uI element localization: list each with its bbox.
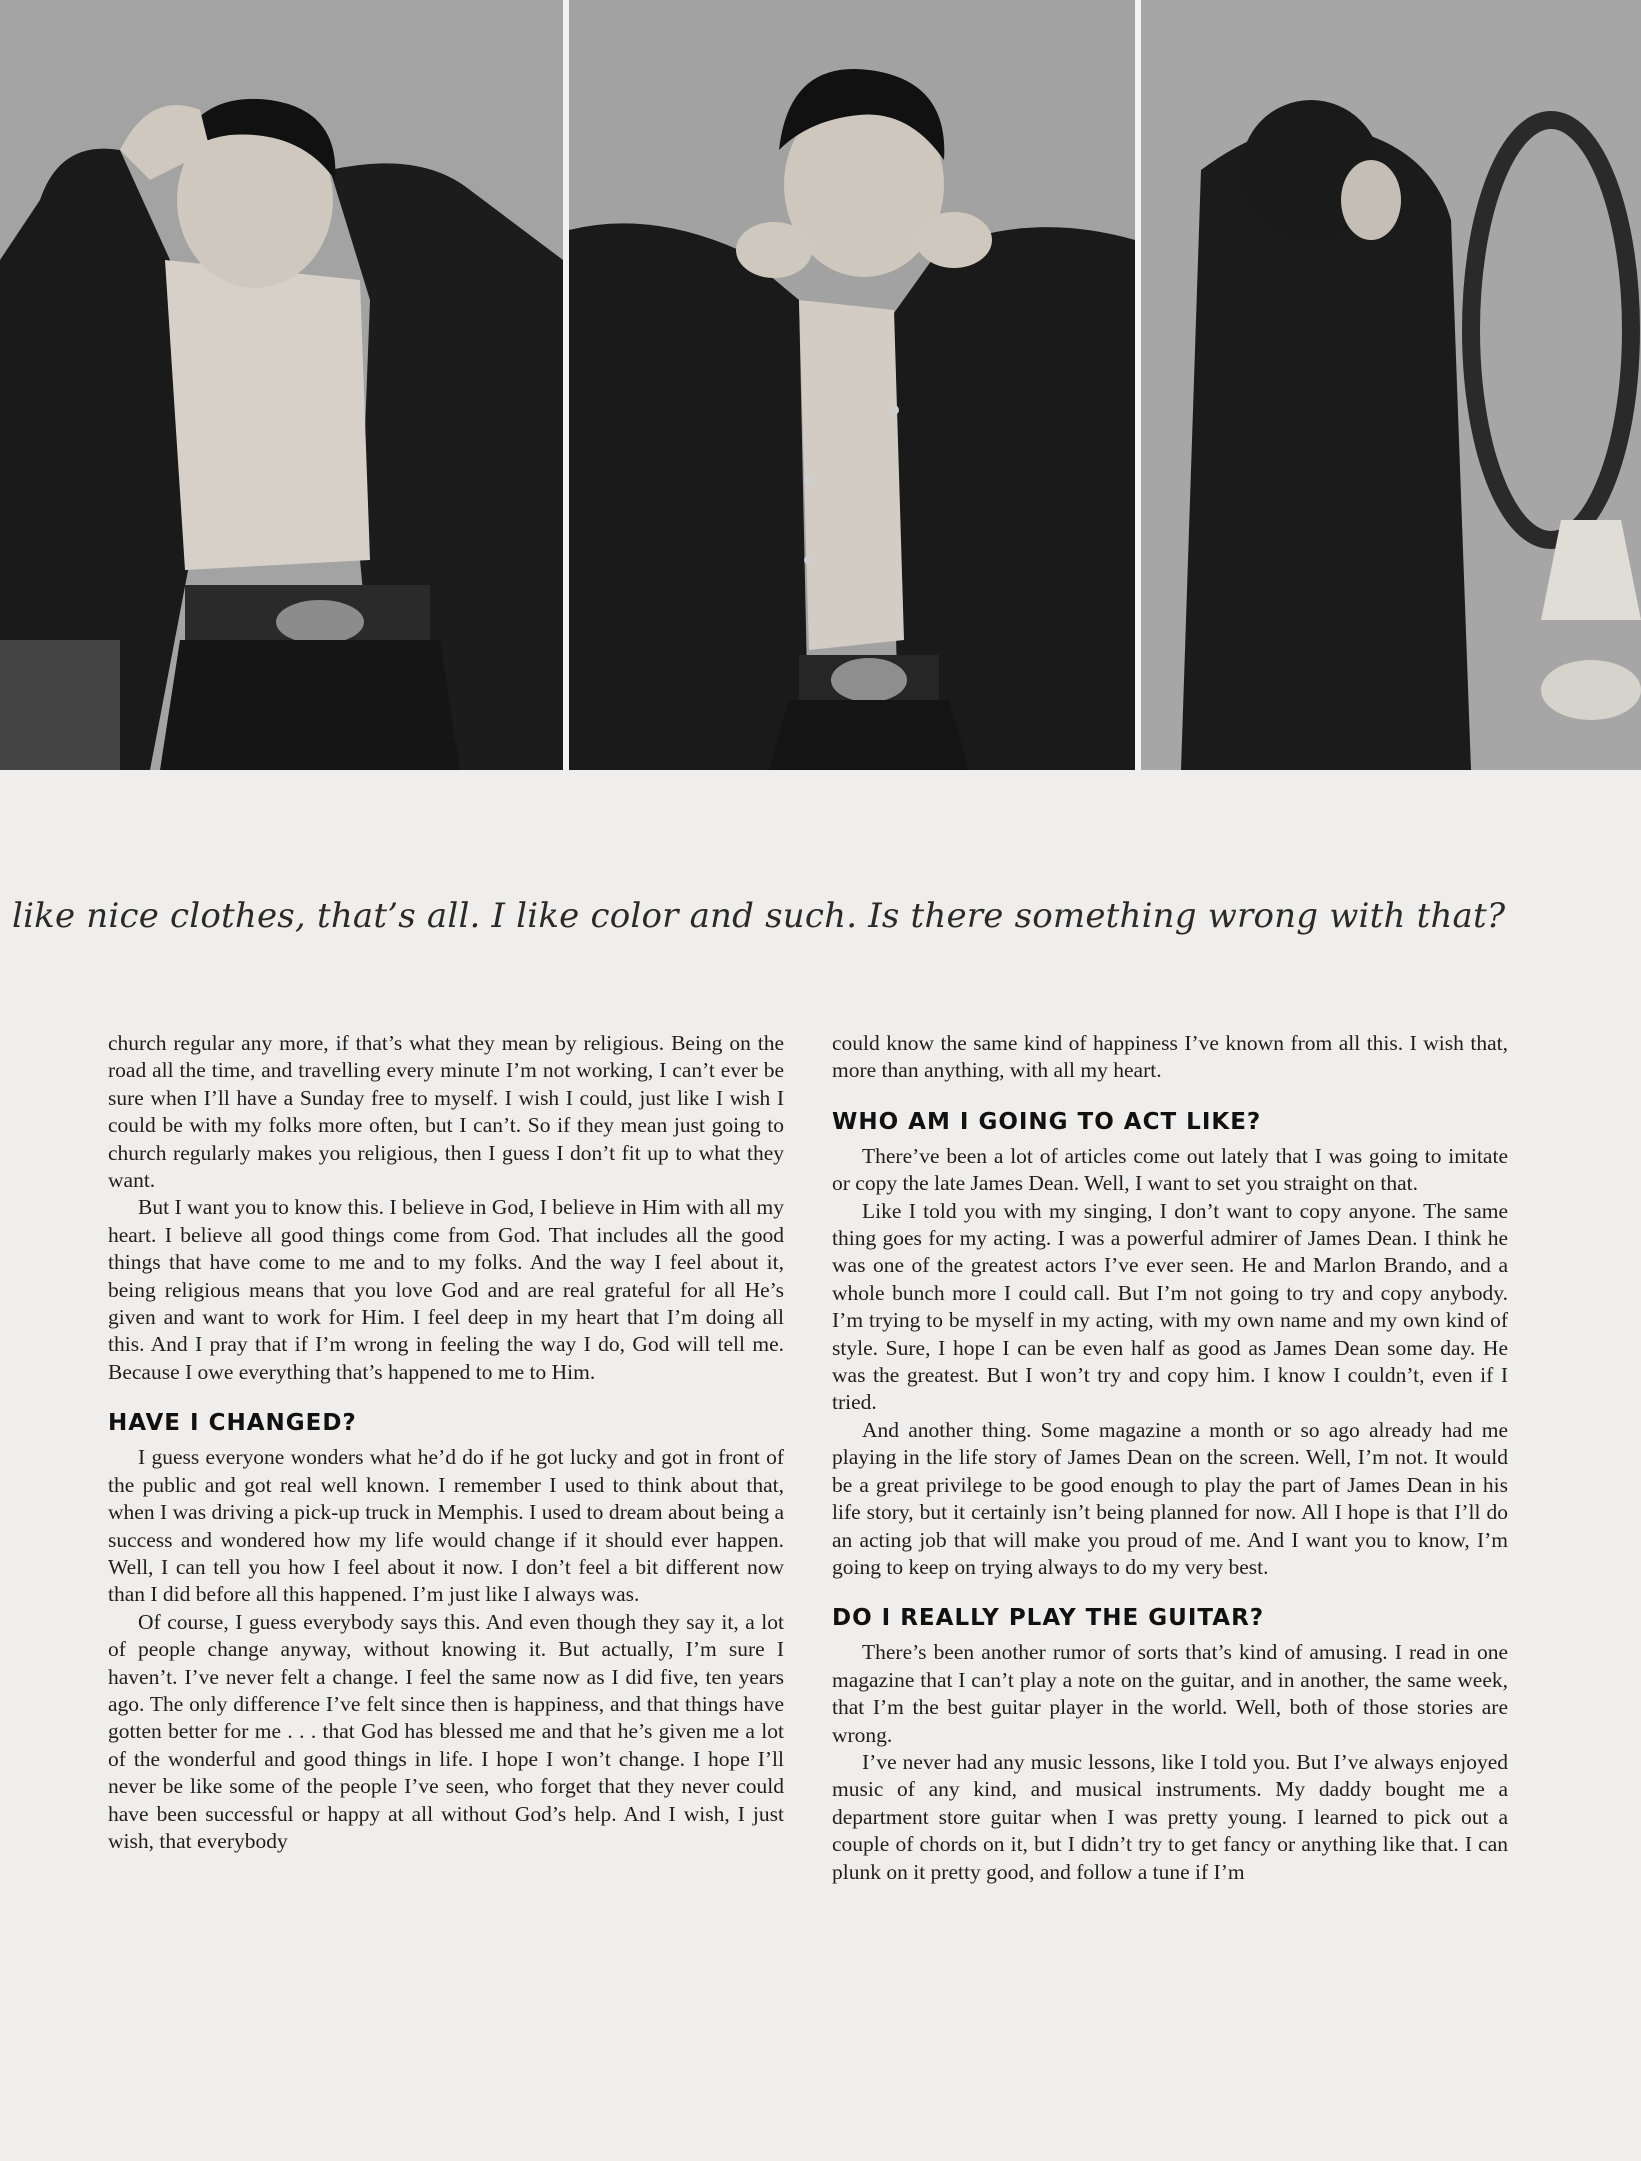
left-column (108, 1030, 784, 1855)
right-paragraph-2: There’ve been a lot of articles come out lately that I was going to imitate or copy the late James Dean. Well, I want to set you straight on that. (832, 1143, 1508, 1196)
left-paragraph-1: church regular any more, if that’s what they mean by religious. Being on the road all the time, and travelling every minute I’m not working, I can’t ever be sure when I’ll have a Sunday free to myself. I wish I could, just like I wish I could be with my folks more often, but I can’t. So if they mean just going to church regularly makes you religious, then I guess I don’t fit up to what they want. (108, 1031, 784, 1193)
heading-who-am-i-going-to-act-like: WHO AM I GOING TO ACT LIKE? (832, 1108, 1262, 1135)
photo-man-opening-jacket-center (569, 0, 1135, 770)
right-paragraph-6: I’ve never had any music lessons, like I told you. But I’ve always enjoyed music of any kind, and musical instruments. My daddy bought me a department store guitar when I was pretty young. I learned to pick out a couple of chords on it, but I didn’t try to get fancy or anything like that. I can plunk on it pretty good, and follow a tune if I’m (832, 1749, 1508, 1884)
right-column (832, 1030, 1508, 1886)
photo-strip (0, 0, 1641, 770)
photo-man-opening-jacket-left (0, 0, 563, 770)
photo-man-back-turned (1141, 0, 1641, 770)
right-paragraph-5: There’s been another rumor of sorts that’s kind of amusing. I read in one magazine that I can’t play a note on the guitar, and in another, the same week, that I’m the best guitar player in the world. Well, both of those stories are wrong. (832, 1640, 1508, 1747)
left-paragraph-4: Of course, I guess everybody says this. And even though they say it, a lot of people change anyway, without knowing it. But actually, I’m sure I haven’t. I’ve never felt a change. I feel the same now as I did five, ten years ago. The only difference I’ve felt since then is happiness, and that things have gotten better for me . . . that God has blessed me and that he’s given me a lot of the wonderful and good things in life. I hope I won’t change. I hope I’ll never be like some of the people I’ve seen, who forget that they never could have been successful or happy at all without God’s help. And I wish, I just wish, that everybody (108, 1609, 784, 1853)
heading-do-i-really-play-the-guitar: DO I REALLY PLAY THE GUITAR? (832, 1605, 1265, 1632)
left-paragraph-3: I guess everyone wonders what he’d do if he got lucky and got in front of the public and got real well known. I remember I used to think about that, when I was driving a pick-up truck in Memphis. I used to dream about being a success and wondered how my life would change if it should ever happen. Well, I can tell you how I feel about it now. I don’t feel a bit different now than I did before all this happened. I’m just like I always was. (108, 1445, 784, 1607)
heading-have-i-changed: HAVE I CHANGED? (108, 1410, 357, 1437)
left-paragraph-2: But I want you to know this. I believe in God, I believe in Him with all my heart. I believe all good things come from God. That includes all the good things that have come to me and to my folks. And the way I feel about it, being religious means that you love God and are real grateful for all He’s given and want to work for Him. I feel deep in my heart that I’m doing all this. And I pray that if I’m wrong in feeling the way I do, God will tell me. Because I owe everything that’s happened to me to Him. (108, 1195, 784, 1384)
pull-quote: like nice clothes, that’s all. I like color and such. Is there something wrong with that? (12, 896, 1506, 936)
right-paragraph-3: Like I told you with my singing, I don’t want to copy anyone. The same thing goes for my acting. I was a powerful admirer of James Dean. I think he was one of the greatest actors I’ve ever seen. He and Marlon Brando, and a whole bunch more I could call. But I’m not going to try and copy anybody. I’m trying to be myself in my acting, with my own name and my own kind of style. Sure, I hope I can be even half as good as James Dean some day. He was the greatest. But I won’t try and copy him. I know I couldn’t, even if I tried. (832, 1198, 1508, 1415)
right-paragraph-1: could know the same kind of happiness I’ve known from all this. I wish that, more than anything, with all my heart. (832, 1031, 1508, 1083)
right-paragraph-4: And another thing. Some magazine a month or so ago already had me playing in the life story of James Dean on the screen. Well, I’m not. It would be a great privilege to be good enough to play the part of James Dean in his life story, but it certainly isn’t being planned for now. All I hope is that I’ll do an acting job that will make you proud of me. And I want you to know, I’m going to keep on trying always to do my very best. (832, 1417, 1508, 1579)
